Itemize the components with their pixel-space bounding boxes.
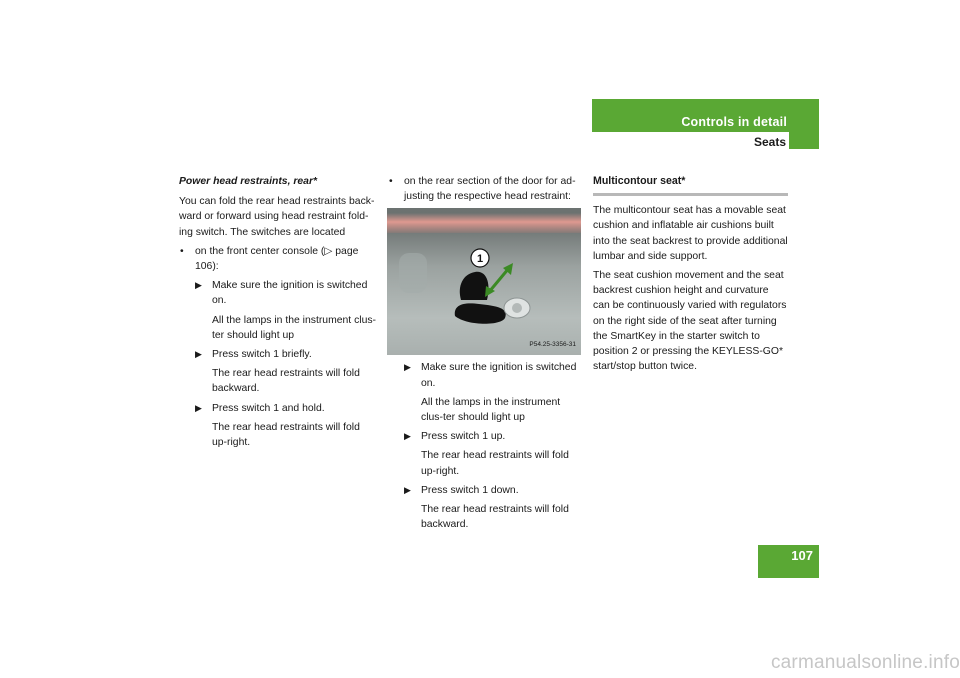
step-text: Press switch 1 briefly. [212,349,312,361]
step-item [388,429,583,444]
door-recess [399,253,427,293]
step-note: The rear head restraints will fold backward. [212,368,360,395]
subsection-heading: Power head restraints, rear* [179,176,318,187]
heading-rule [593,193,788,196]
page-number: 107 [791,548,813,563]
step-arrow-icon: ▶ [404,431,411,442]
seat-switch-illustration [387,208,581,355]
seat-cushion [455,304,506,324]
column-middle [388,174,583,536]
intro-paragraph: You can fold the rear head restraints back-ward or forward using head restraint fold-ing switch. The switches are located [179,196,375,238]
paragraph: The seat cushion movement and the seat backrest cushion height and curvature can be continuously varied with regulators on the right side of the seat after turning the SmartKey in the starter switch to position 2 or pressing the KEYLESS-GO* start/stop button twice. [593,270,787,373]
step-item [179,401,377,416]
step-arrow-icon: ▶ [195,280,202,291]
callout-number: 1 [476,253,484,266]
section-tab [592,132,789,149]
step-text: Make sure the ignition is switched on. [212,280,368,307]
chapter-title: Controls in detail [681,115,787,129]
door-switch-figure [387,208,581,355]
step-text: Press switch 1 down. [421,484,519,496]
watermark: carmanualsonline.info [770,652,960,673]
step-note: The rear head restraints will fold up-right. [212,421,360,449]
figure-code: P54.25-3356-31 [529,341,576,349]
chapter-header [592,99,819,149]
page-number-box [758,545,819,578]
step-arrow-icon: ▶ [404,362,411,373]
column-left [179,174,377,454]
section-heading: Multicontour seat* [593,175,686,187]
step-item [388,360,583,390]
step-note: The rear head restraints will fold backward. [421,504,569,531]
bullet-icon: • [389,176,393,187]
step-text: Press switch 1 and hold. [212,402,325,414]
paragraph: The multicontour seat has a movable seat cushion and inflatable air cushions built into the seat backrest to provide additional lumbar and side support. [593,205,788,262]
seat-backrest [460,272,489,300]
double-arrow-shaft [489,268,509,292]
section-title: Seats [753,135,786,149]
step-arrow-icon: ▶ [195,349,202,360]
step-item [388,483,583,498]
step-item [179,347,377,362]
column-right [593,174,788,378]
step-arrow-icon: ▶ [404,484,411,495]
bullet-item [179,244,377,274]
bullet-text: on the rear section of the door for ad-justing the respective head restraint: [404,176,576,203]
step-note: The rear head restraints will fold up-right. [421,450,569,477]
step-arrow-icon: ▶ [195,402,202,413]
secondary-switch-knob [512,303,522,313]
step-text: Press switch 1 up. [421,431,506,443]
step-note: All the lamps in the instrument clus-ter should light up [421,396,561,424]
bullet-icon: • [180,245,184,257]
step-note: All the lamps in the instrument clus-ter should light up [212,314,377,341]
step-text: Make sure the ignition is switched on. [421,362,577,389]
bullet-text: on the front center console (▷ page 106): [195,245,359,273]
step-item [179,278,377,308]
bullet-item [388,174,583,204]
